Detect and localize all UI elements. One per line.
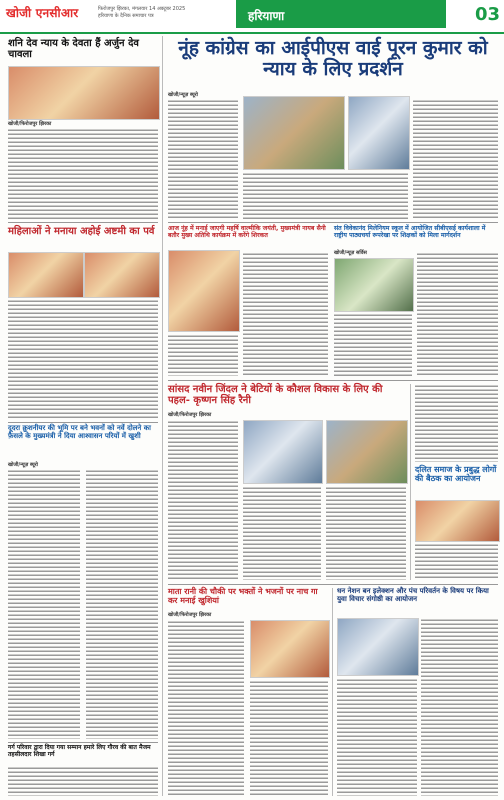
masthead-meta	[98, 6, 228, 20]
byline-dooj: खोजी/न्यूज़ ब्यूरो	[8, 462, 38, 468]
main-headline: नूंह कांग्रेस का आईपीएस वाई पूरन कुमार को न्याय के लिए प्रदर्शन	[178, 37, 488, 80]
headline-ahoi: महिलाओं ने मनाया अहोई अष्टमी का पर्व	[8, 226, 155, 237]
body-shani-dev	[8, 128, 158, 220]
photo-ahoi-1	[8, 252, 84, 298]
body-valmiki-col2	[243, 252, 328, 376]
body-dooj-col2	[86, 469, 158, 739]
headline-shani-dev: शनि देव न्याय के देवता हैं अर्जुन देव चावला	[8, 38, 139, 60]
headline-mata-rani: माता रानी की चौकी पर भक्तों ने भजनों पर नाच गा कर मनाई खुशियां	[168, 587, 318, 605]
photo-shani-dev	[8, 66, 160, 120]
divider	[8, 222, 158, 223]
masthead	[0, 0, 504, 34]
body-right-upper	[415, 384, 498, 462]
body-mata-rani-col1	[168, 620, 244, 796]
column-divider	[332, 588, 333, 796]
masthead-date: फिरोजपुर झिरका, मंगलवार 14 अक्टूबर 2025	[98, 6, 186, 12]
body-main-lower	[243, 172, 408, 219]
body-mata-rani-col2	[250, 680, 328, 796]
body-dhan-nishan-col2	[421, 618, 498, 796]
divider	[168, 222, 498, 223]
photo-main-2	[348, 96, 410, 170]
body-vivekanand-col1	[334, 313, 412, 376]
photo-jindal-1	[243, 420, 323, 484]
divider	[168, 380, 498, 381]
headline-valmiki: आज नूंह में मनाई जाएगी महर्षि वाल्मीकि जयंती, मुख्यमंत्री नायब सैनी बतौर मुख्य अतिथि कार्यक्रम में करेंगे शिरकत	[168, 225, 326, 239]
photo-valmiki	[168, 250, 240, 332]
headline-garg-parivar: गर्ग परिवार द्वारा दिया गया सम्मान हमारे लिए गौरव की बात मैजम तहसीलदार शिखा गर्ग	[8, 744, 151, 758]
divider	[8, 422, 158, 423]
body-jindal-col1	[168, 420, 238, 580]
body-ahoi	[8, 299, 158, 419]
headline-dhan-nishan: धन नेशन बन इलेक्शन और पंच परिवर्तन के विषय पर किया युवा विचार संगोष्ठी का आयोजन	[337, 587, 489, 603]
photo-ahoi-2	[84, 252, 160, 298]
body-main-col1	[168, 99, 238, 219]
body-dalit-samaj	[415, 543, 498, 580]
body-dooj-col1	[8, 469, 80, 739]
byline-main: खोजी/न्यूज़ ब्यूरो	[168, 92, 198, 98]
newspaper-logo: खोजी एनसीआर	[6, 6, 79, 20]
photo-mata-rani	[250, 620, 330, 678]
page-number: 03	[474, 4, 500, 25]
section-banner	[236, 0, 446, 28]
column-divider	[410, 384, 411, 580]
byline-vivekanand: खोजी/न्यूज़ सर्विस	[334, 250, 367, 256]
body-garg-parivar	[8, 766, 158, 796]
section-title: हरियाणा	[248, 9, 285, 23]
divider	[168, 584, 498, 585]
photo-jindal-2	[326, 420, 408, 484]
headline-dooj-bhavan: दूदरा क्रुशनीयर की भूमि पर बने भवनों को नवें दोलने का फ़ैसले के मुख्यमंत्री ने दिया आश्वासन परियों में खुशी	[8, 424, 151, 440]
photo-dalit-samaj	[415, 500, 500, 542]
photo-main-1	[243, 96, 345, 170]
byline-mata-rani: खोजी/फिरोजपुर झिरका	[168, 612, 212, 618]
photo-vivekanand-1	[334, 258, 414, 312]
masthead-tagline: हरियाणा के दैनिक समाचार पत्र	[98, 13, 154, 19]
headline-vivekanand: संत विवेकानंद मिलेनियम स्कूल में आयोजित सीबीएसई कार्यशाला में राष्ट्रीय पाठ्यचर्या रूपरेखा पर शिक्षकों को मिला मार्गदर्शन	[334, 225, 486, 239]
headline-naveen-jindal: सांसद नवीन जिंदल ने बेटियों के कौशल विकास के लिए की पहल- कृष्णन सिंह रैनी	[168, 384, 383, 406]
photo-dhan-nishan	[337, 618, 419, 676]
byline-shani: खोजी/फिरोजपुर झिरका	[8, 121, 52, 127]
body-main-col4	[413, 99, 498, 219]
column-divider	[162, 36, 163, 796]
byline-jindal: खोजी/फिरोजपुर झिरका	[168, 412, 212, 418]
body-vivekanand-col2	[417, 252, 498, 376]
body-jindal-col2	[243, 486, 321, 580]
body-jindal-col3	[326, 486, 406, 580]
body-valmiki-col1	[168, 334, 238, 376]
divider	[8, 742, 158, 743]
headline-dalit-samaj: दलित समाज के प्रबुद्ध लोगों की बैठक का आयोजन	[415, 465, 497, 483]
body-dhan-nishan-col1	[337, 678, 417, 796]
